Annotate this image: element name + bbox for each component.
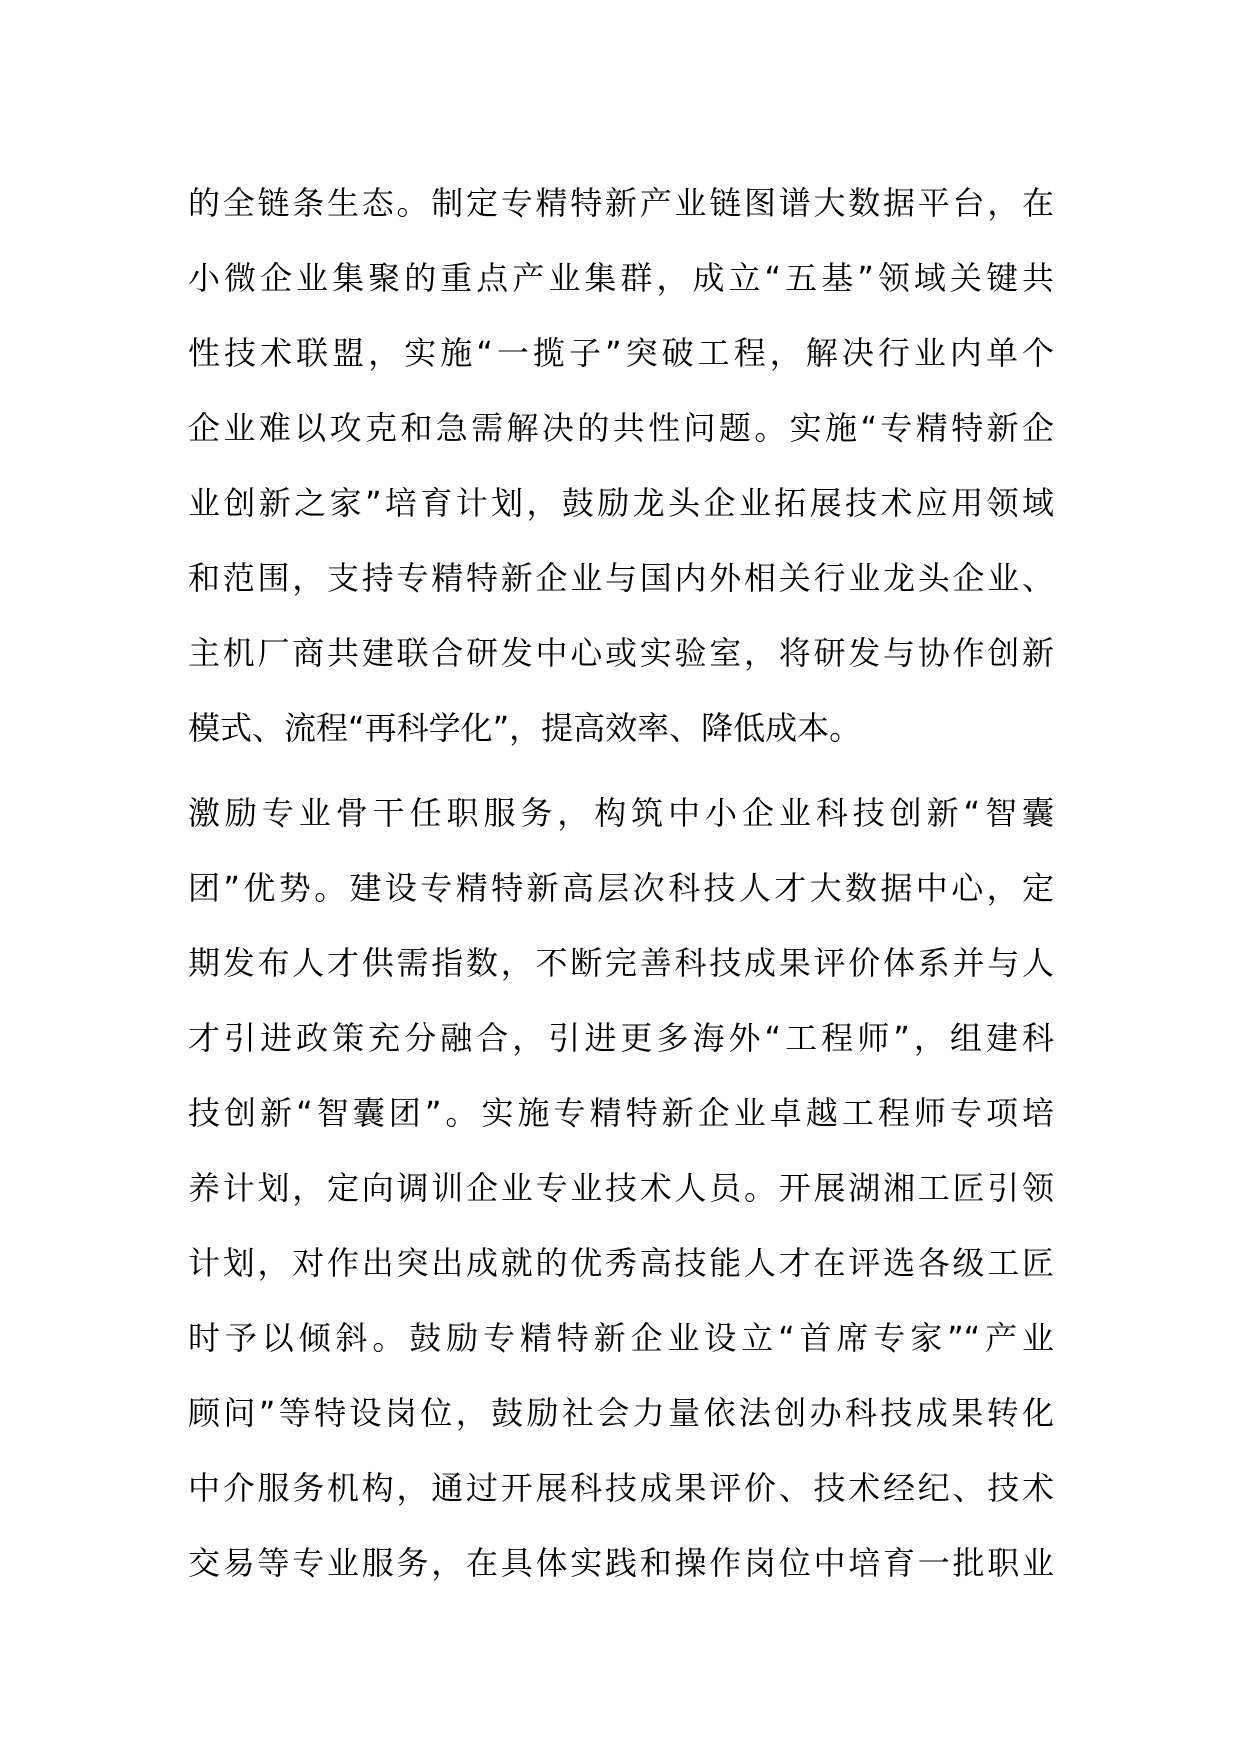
text-line: 技创新“智囊团”。实施专精特新企业卓越工程师专项培 <box>188 1094 1054 1132</box>
text-line: 企业难以攻克和急需解决的共性问题。实施“专精特新企 <box>188 409 1054 447</box>
document-body <box>188 166 1054 1601</box>
text-line: 中介服务机构，通过开展科技成果评价、技术经纪、技术 <box>188 1469 1054 1507</box>
text-line: 的全链条生态。制定专精特新产业链图谱大数据平台，在 <box>188 184 1054 222</box>
text-line: 和范围，支持专精特新企业与国内外相关行业龙头企业、 <box>188 559 1054 597</box>
paragraph-2 <box>188 776 1054 1601</box>
paragraph-1 <box>188 166 1054 766</box>
paragraph-spacer <box>188 766 1054 776</box>
text-line: 业创新之家”培育计划，鼓励龙头企业拓展技术应用领域 <box>188 484 1054 522</box>
text-line: 期发布人才供需指数，不断完善科技成果评价体系并与人 <box>188 944 1054 982</box>
text-line: 时予以倾斜。鼓励专精特新企业设立“首席专家”“产业 <box>188 1319 1054 1357</box>
text-line: 才引进政策充分融合，引进更多海外“工程师”，组建科 <box>188 1019 1054 1057</box>
text-line: 顾问”等特设岗位，鼓励社会力量依法创办科技成果转化 <box>188 1394 1054 1432</box>
text-line: 养计划，定向调训企业专业技术人员。开展湖湘工匠引领 <box>188 1169 1054 1207</box>
text-line: 性技术联盟，实施“一揽子”突破工程，解决行业内单个 <box>188 334 1054 372</box>
text-line: 计划，对作出突出成就的优秀高技能人才在评选各级工匠 <box>188 1244 1054 1282</box>
text-line: 模式、流程“再科学化”，提高效率、降低成本。 <box>188 709 862 747</box>
text-line: 团”优势。建设专精特新高层次科技人才大数据中心，定 <box>188 869 1054 907</box>
text-line: 交易等专业服务，在具体实践和操作岗位中培育一批职业 <box>188 1544 1054 1582</box>
text-line: 主机厂商共建联合研发中心或实验室，将研发与协作创新 <box>188 634 1054 672</box>
text-line: 激励专业骨干任职服务，构筑中小企业科技创新“智囊 <box>188 794 1054 832</box>
text-line: 小微企业集聚的重点产业集群，成立“五基”领域关键共 <box>188 259 1054 297</box>
